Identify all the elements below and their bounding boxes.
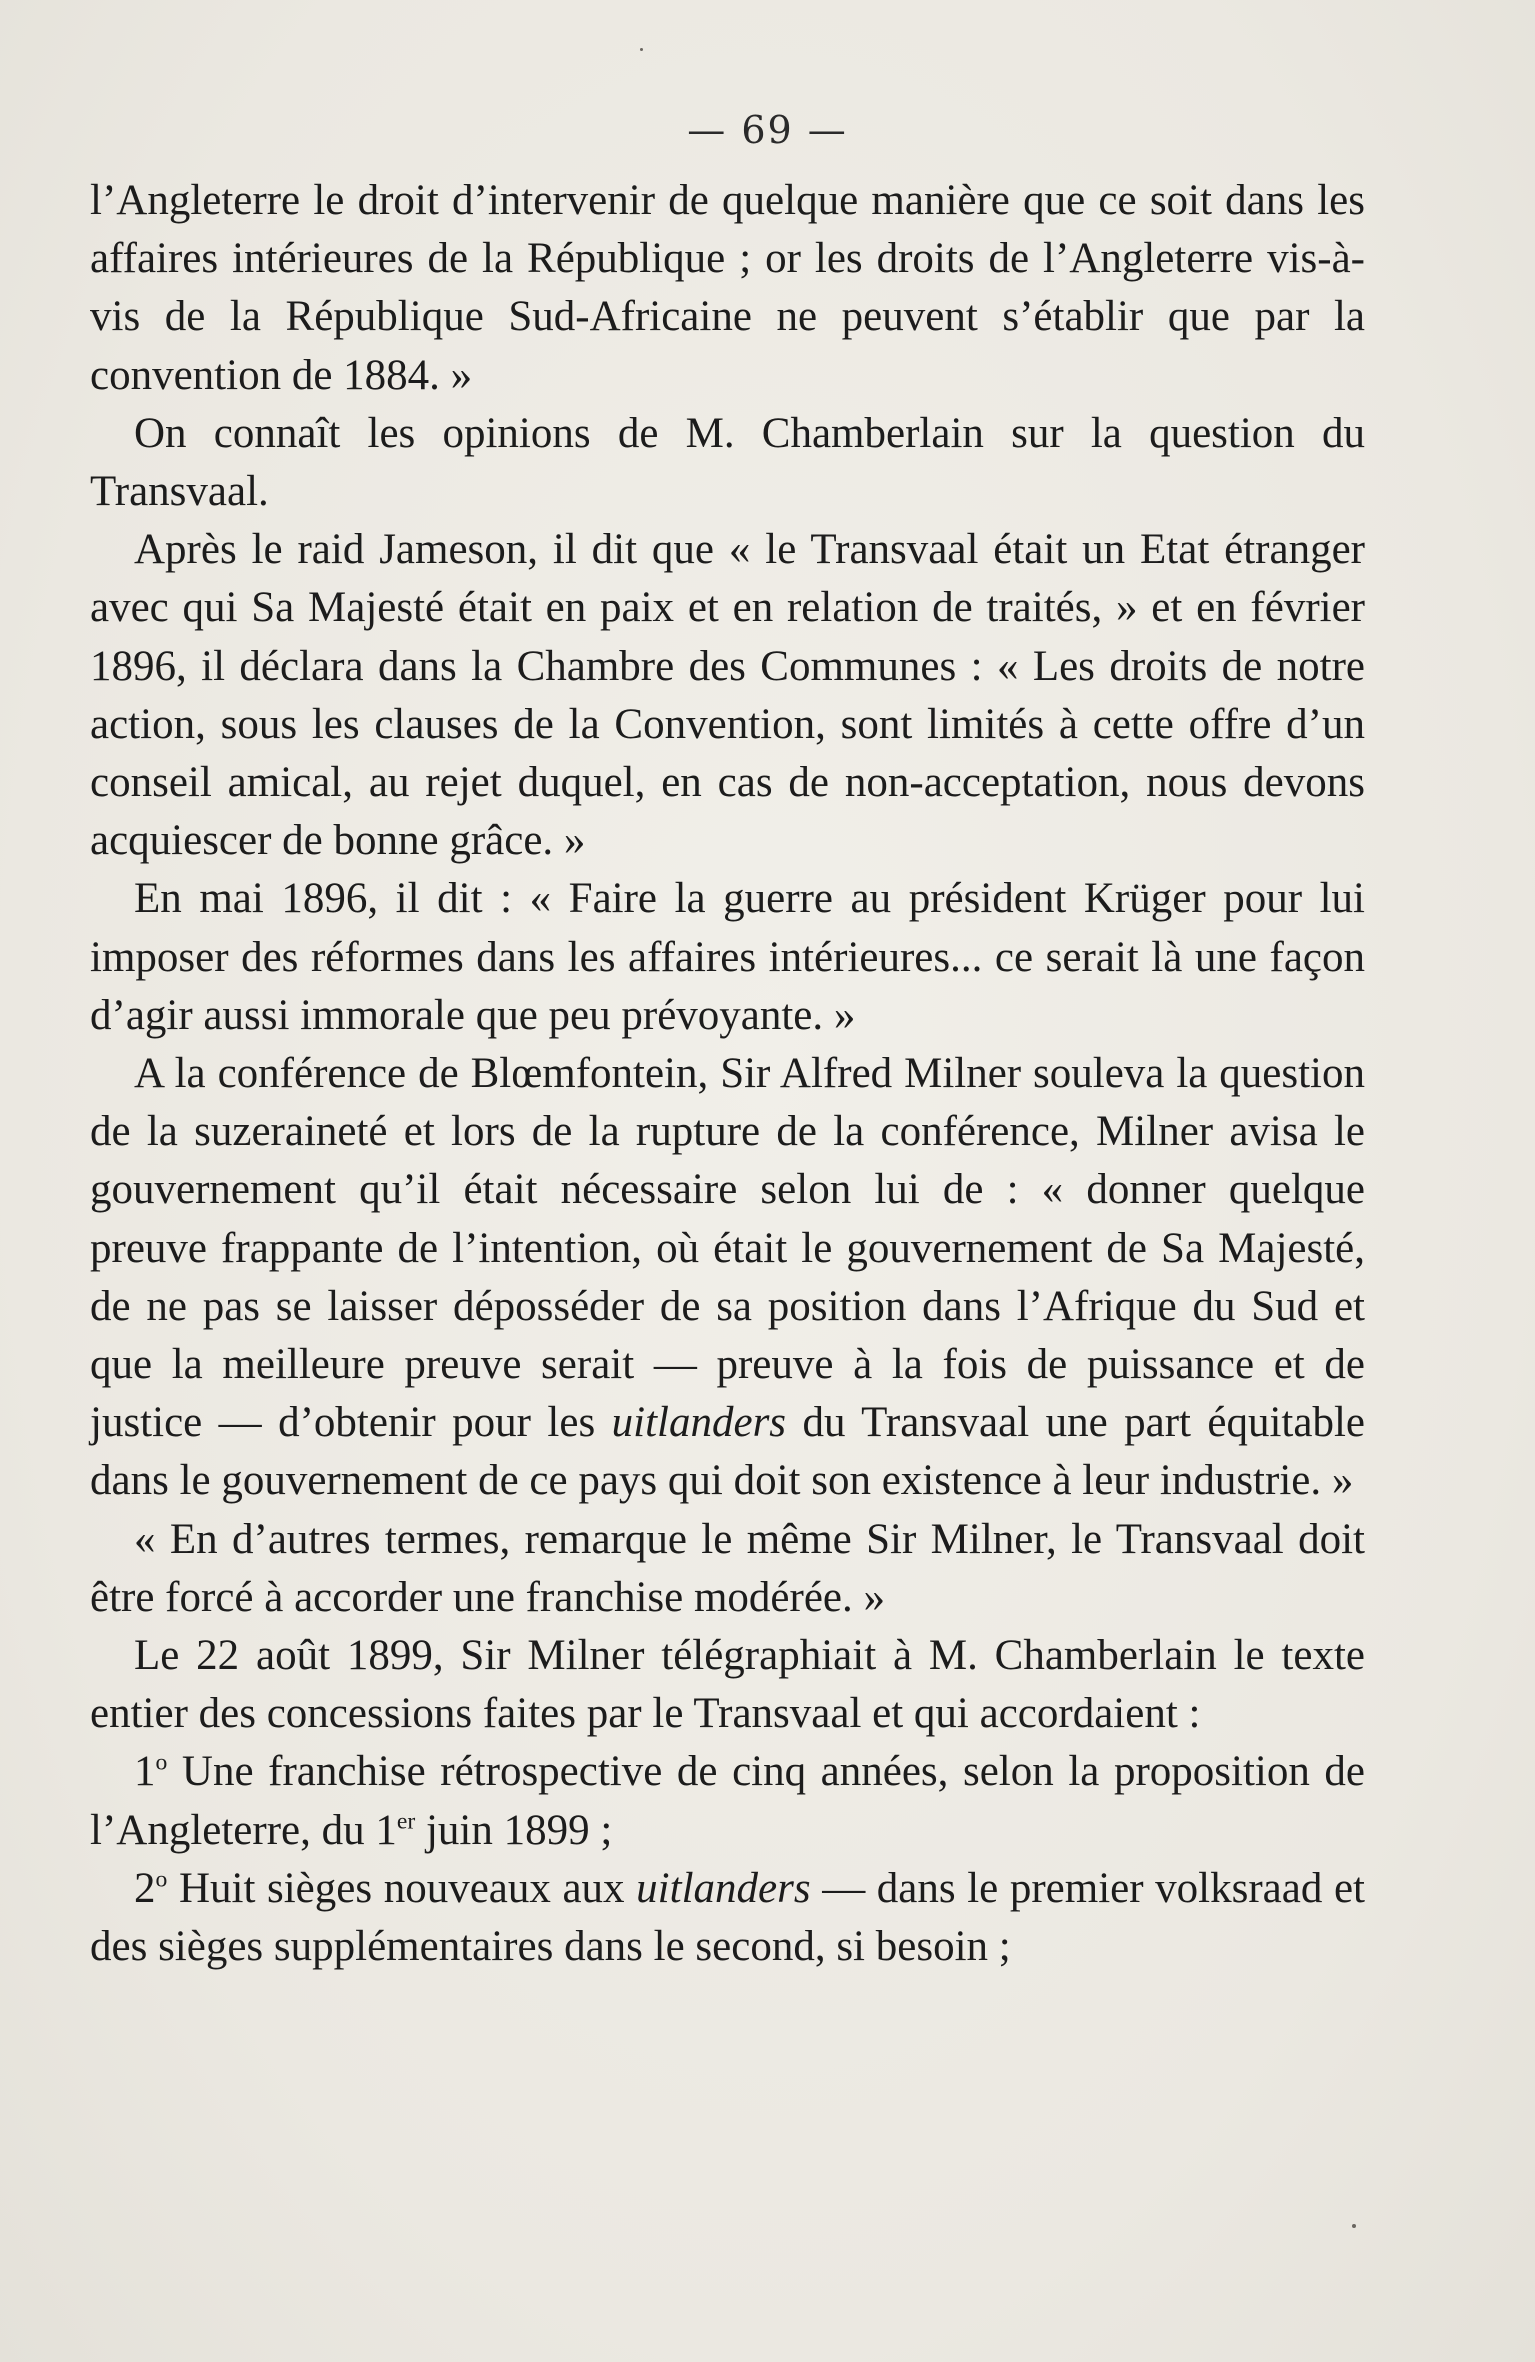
text-run: — dans le premier volksraad et des sièges supplémentaires dans le second, si besoin ; — [90, 1864, 1365, 1971]
text-run: 1 — [134, 1748, 156, 1796]
paragraph-august-1899 — [90, 1627, 1365, 1743]
text-run: juin 1899 ; — [415, 1806, 613, 1854]
page-number: — 69 — — [687, 108, 848, 152]
text-run: « En d’autres termes, remarque le même Sir Milner, le Transvaal doit être forcé à accorder une franchise modérée. » — [90, 1515, 1365, 1621]
paragraph-milner-quote — [90, 1511, 1365, 1627]
list-item-second-concession — [90, 1860, 1365, 1976]
text-run: Une franchise rétrospective de cinq années, selon la proposition de l’Angleterre, du 1 — [90, 1748, 1365, 1854]
text-run: Après le raid Jameson, il dit que « le Transvaal était un Etat étranger avec qui Sa Majesté était en paix et en relation de traités, » et en février 1896, il déclara dans la Chambre des Communes : « Les droits de notre action, sous les clauses de la Convention, sont limités à cette offre d’un conseil amical, au rejet duquel, en cas de non-acceptation, nous devons acquiescer de bonne grâce. » — [90, 526, 1365, 865]
text-run: A la conférence de Blœmfontein, Sir Alfred Milner souleva la question de la suzeraineté et lors de la rupture de la conférence, Milner avisa le gouvernement qu’il était nécessaire selon lui de : « donner quelque preuve frappante de l’intention, où était le gouvernement de Sa Majesté, de ne pas se laisser déposséder de sa position dans l’Afrique du Sud et que la meilleure preuve serait — preuve à la fois de puissance et de justice — d’obtenir pour les — [90, 1050, 1365, 1447]
body-text — [90, 172, 1365, 1976]
text-run: l’Angleterre le droit d’intervenir de quelque manière que ce soit dans les affaires intérieures de la République ; or les droits de l’Angleterre vis-à-vis de la République Sud-Africaine ne peuvent s’établir que par la convention de 1884. » — [90, 177, 1365, 399]
text-run: du Transvaal une part équitable dans le gouvernement de ce pays qui doit son existence à leur industrie. » — [90, 1399, 1365, 1505]
text-run: On connaît les opinions de M. Chamberlain sur la question du Transvaal. — [90, 409, 1365, 516]
superscript: o — [155, 1866, 168, 1893]
text-run: 2 — [134, 1864, 156, 1912]
text-run: Huit sièges nouveaux aux — [167, 1864, 637, 1912]
paragraph-continuation — [90, 172, 1365, 405]
paragraph-chamberlain-opinions — [90, 405, 1365, 521]
text-run: Le 22 août 1899, Sir Milner télégraphiait à M. Chamberlain le texte entier des concessions faites par le Transvaal et qui accordaient : — [90, 1632, 1365, 1738]
paper-speck — [640, 48, 643, 51]
italic-term: uitlanders — [636, 1864, 811, 1912]
list-item-first-concession — [90, 1743, 1365, 1859]
superscript: er — [396, 1808, 416, 1835]
paragraph-jameson-raid — [90, 521, 1365, 870]
italic-term: uitlanders — [611, 1399, 787, 1447]
text-run: En mai 1896, il dit : « Faire la guerre au président Krüger pour lui imposer des réformes dans les affaires intérieures... ce serait là une façon d’agir aussi immorale que peu prévoyante. » — [90, 875, 1365, 1039]
paragraph-bloemfontein — [90, 1045, 1365, 1511]
paragraph-may-1896 — [90, 870, 1365, 1045]
superscript: o — [155, 1750, 168, 1777]
paper-speck — [1352, 2224, 1356, 2228]
